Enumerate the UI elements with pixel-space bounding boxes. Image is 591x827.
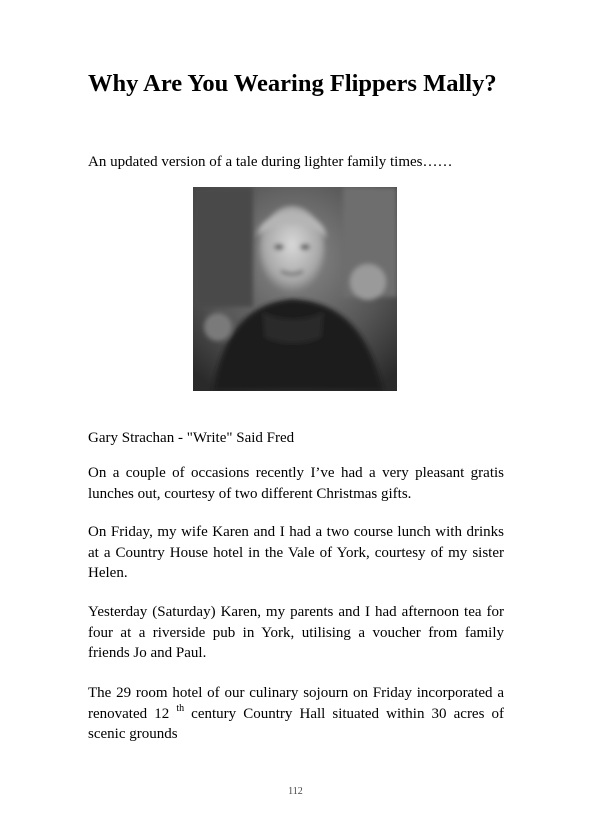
author-byline: Gary Strachan - "Write" Said Fred <box>88 430 295 446</box>
author-portrait-image <box>193 187 397 391</box>
article-title: Why Are You Wearing Flippers Mally? <box>88 70 497 97</box>
body-paragraph: Yesterday (Saturday) Karen, my parents and I had afternoon tea for four at a riverside pub in York, utilising a voucher from family friends Jo and Paul. <box>88 604 504 661</box>
paragraph-text-after: century Country Hall situated within 30 acres of scenic grounds <box>88 705 505 742</box>
ordinal-superscript: th <box>176 702 185 714</box>
article-subtitle: An updated version of a tale during lighter family times…… <box>88 154 453 170</box>
page-number: 112 <box>288 786 303 797</box>
body-paragraph: On Friday, my wife Karen and I had a two course lunch with drinks at a Country House hotel in the Vale of York, courtesy of my sister Helen. <box>88 524 504 581</box>
body-paragraph-last <box>88 683 504 745</box>
paragraph-text-before: The 29 room hotel of our culinary sojourn on Friday incorporated a renovated 12 <box>88 685 504 722</box>
author-photo <box>193 187 397 391</box>
body-paragraph: On a couple of occasions recently I’ve had a very pleasant gratis lunches out, courtesy of two different Christmas gifts. <box>88 465 504 502</box>
